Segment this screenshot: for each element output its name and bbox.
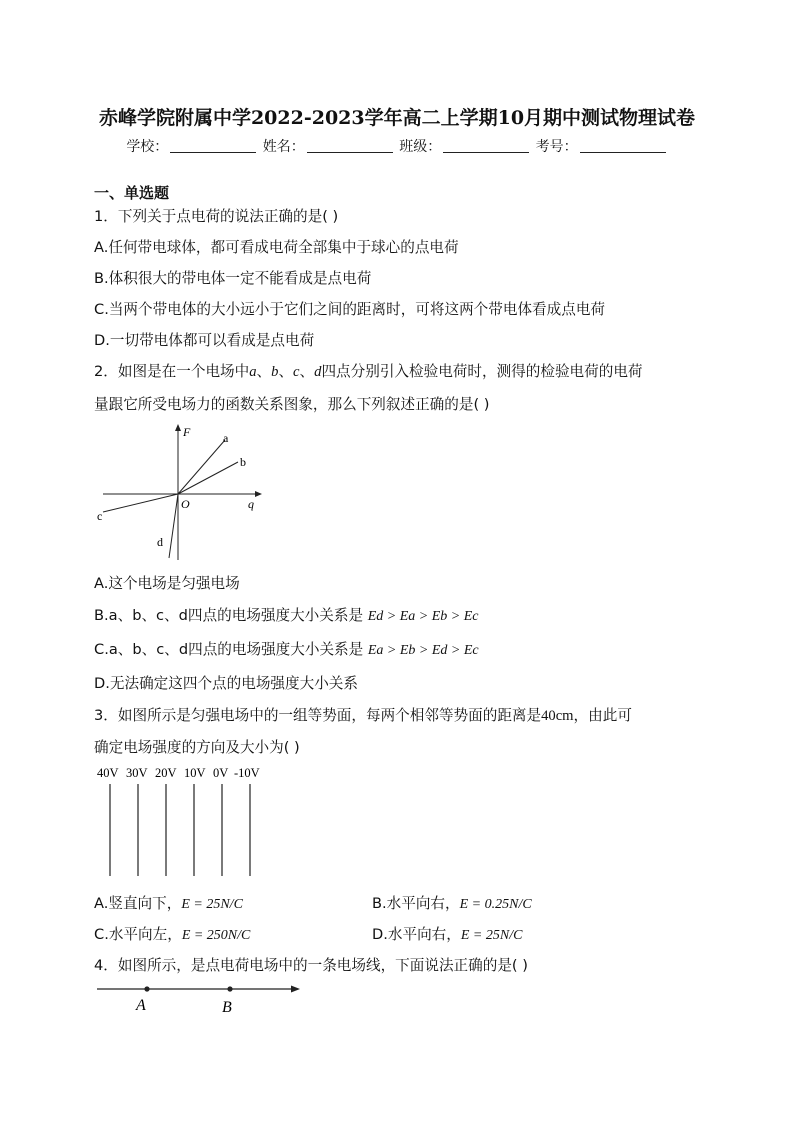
q2-var-c: c [293, 364, 300, 380]
school-label: 学校： [126, 139, 169, 155]
q2-sep1: 、 [256, 363, 272, 380]
q3-stem-pre: 3．如图所示是匀强电场中的一组等势面，每两个相邻等势面的距离是 [94, 707, 542, 724]
q2-option-c-text: C.a、b、c、d四点的电场强度大小关系是 [94, 641, 364, 658]
potential-label-2: 20V [155, 766, 177, 780]
q3-stem-line1 [94, 704, 632, 725]
q1-option-d: D.一切带电体都可以看成是点电荷 [94, 332, 315, 349]
q3-option-d-text: D.水平向右， [372, 926, 461, 943]
potential-label-4: 0V [213, 766, 229, 780]
q3-option-b-math: E = 0.25N/C [459, 897, 532, 912]
q3-option-d [372, 923, 522, 944]
x-axis-arrow-icon [255, 491, 262, 497]
section-heading: 一、单选题 [94, 184, 170, 202]
line-d-label: d [157, 535, 163, 549]
x-axis-label: q [248, 497, 254, 511]
exam-number-blank[interactable] [580, 138, 666, 153]
class-blank[interactable] [443, 138, 529, 153]
potential-label-0: 40V [97, 766, 119, 780]
q2-stem-line1 [94, 360, 643, 381]
q3-distance: 40cm [541, 708, 574, 724]
q3-option-c [94, 923, 250, 944]
exam-number-label: 考号： [535, 139, 578, 155]
q2-var-b: b [271, 364, 279, 380]
q1-stem: 1．下列关于点电荷的说法正确的是( ) [94, 208, 339, 225]
y-axis-arrow-icon [175, 424, 181, 431]
potential-label-3: 10V [184, 766, 206, 780]
q2-option-c [94, 638, 479, 659]
q3-option-b [372, 892, 532, 913]
point-a-label: A [136, 997, 146, 1014]
potential-label-5: -10V [234, 766, 260, 780]
line-b [178, 462, 238, 494]
q3-option-a-math: E = 25N/C [181, 897, 243, 912]
q3-option-c-text: C.水平向左， [94, 926, 182, 943]
q3-figure-equipotentials [95, 764, 285, 880]
q3-option-c-math: E = 250N/C [181, 928, 251, 943]
point-a-dot [144, 986, 149, 991]
line-b-label: b [240, 455, 246, 469]
q2-var-d: d [314, 364, 322, 380]
q1-option-c: C.当两个带电体的大小远小于它们之间的距离时，可将这两个带电体看成点电荷 [94, 301, 606, 318]
exam-title: 赤峰学院附属中学2022-2023学年高二上学期10月期中测试物理试卷 [98, 107, 696, 129]
y-axis-label: F [183, 425, 191, 439]
name-label: 姓名： [262, 139, 305, 155]
point-b-label: B [222, 999, 232, 1016]
q2-sep2: 、 [278, 363, 294, 380]
q2-option-b-math: Ed > Ea > Eb > Ec [367, 609, 479, 624]
q2-figure-fq-graph [95, 420, 270, 565]
line-a [178, 440, 225, 494]
q1-option-b: B.体积很大的带电体一定不能看成是点电荷 [94, 270, 372, 287]
q2-option-b-text: B.a、b、c、d四点的电场强度大小关系是 [94, 607, 364, 624]
school-blank[interactable] [170, 138, 256, 153]
point-b-dot [227, 986, 232, 991]
line-c-label: c [97, 509, 103, 523]
q2-option-d: D.无法确定这四个点的电场强度大小关系 [94, 675, 358, 692]
line-c [103, 494, 178, 512]
q2-option-c-math: Ea > Eb > Ed > Ec [367, 643, 479, 658]
q3-stem-line2: 确定电场强度的方向及大小为( ) [94, 739, 300, 756]
q2-option-a: A.这个电场是匀强电场 [94, 575, 240, 592]
q3-option-b-text: B.水平向右， [372, 895, 460, 912]
origin-label: O [181, 497, 190, 511]
potential-label-1: 30V [126, 766, 148, 780]
name-blank[interactable] [307, 138, 393, 153]
class-label: 班级： [399, 139, 442, 155]
q3-option-a [94, 892, 243, 913]
line-d [169, 494, 178, 558]
q2-stem-pre: 2．如图是在一个电场中 [94, 363, 250, 380]
line-a-label: a [223, 431, 229, 445]
field-line-arrow-icon [291, 986, 300, 993]
q4-figure-field-line [95, 978, 305, 1018]
q3-stem-post: ，由此可 [573, 707, 632, 724]
q2-option-b [94, 604, 478, 625]
q2-var-a: a [249, 364, 257, 380]
student-info-line [0, 136, 794, 156]
q2-stem-post: 四点分别引入检验电荷时，测得的检验电荷的电荷 [321, 363, 643, 380]
q3-option-a-text: A.竖直向下， [94, 895, 182, 912]
q2-stem-line2: 量跟它所受电场力的函数关系图象，那么下列叙述正确的是( ) [94, 396, 490, 413]
q4-stem: 4．如图所示，是点电荷电场中的一条电场线，下面说法正确的是( ) [94, 957, 528, 974]
q3-option-d-math: E = 25N/C [460, 928, 523, 943]
q2-sep3: 、 [299, 363, 315, 380]
q1-option-a: A.任何带电球体，都可看成电荷全部集中于球心的点电荷 [94, 239, 459, 256]
